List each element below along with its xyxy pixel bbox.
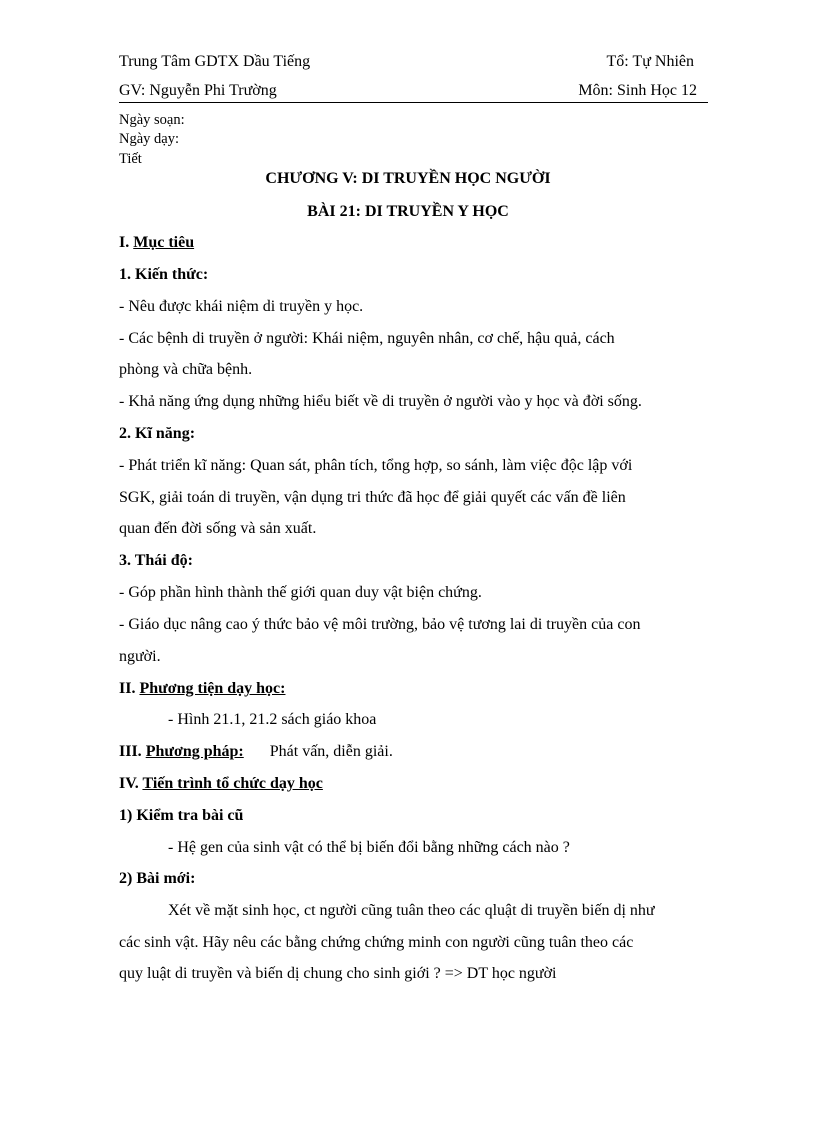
section-1-heading (119, 234, 194, 252)
skills-line-1: - Phát triển kĩ năng: Quan sát, phân tích, tổng hợp, so sánh, làm việc độc lập với (119, 457, 633, 474)
section-2-title: Phương tiện dạy học: (139, 680, 286, 697)
section-4-number: IV. (119, 775, 139, 792)
attitude-line-1: - Góp phần hình thành thế giới quan duy vật biện chứng. (119, 584, 482, 601)
header-subject: Môn: Sinh Học 12 (578, 82, 697, 99)
header-school: Trung Tâm GDTX Dầu Tiếng (119, 53, 311, 70)
skills-line-3: quan đến đời sống và sản xuất. (119, 520, 317, 537)
new-lesson-line-3: quy luật di truyền và biến dị chung cho sinh giới ? => DT học người (119, 965, 557, 982)
attitude-heading: 3. Thái độ: (119, 552, 193, 569)
section-4-heading (119, 775, 323, 793)
old-lesson-question: - Hệ gen của sinh vật có thể bị biến đổi bằng những cách nào ? (168, 839, 570, 856)
header-teacher: GV: Nguyễn Phi Trường (119, 82, 277, 99)
header-group: Tổ: Tự Nhiên (606, 53, 694, 70)
teaching-aids-line: - Hình 21.1, 21.2 sách giáo khoa (168, 711, 377, 728)
prep-date: Ngày soạn: (119, 112, 185, 128)
section-3-title: Phương pháp: (145, 743, 244, 760)
knowledge-line-4: - Khả năng ứng dụng những hiểu biết về di truyền ở người vào y học và đời sống. (119, 393, 642, 410)
chapter-title: CHƯƠNG V: DI TRUYỀN HỌC NGƯỜI (265, 170, 551, 187)
knowledge-line-3: phòng và chữa bệnh. (119, 361, 253, 378)
new-lesson-line-2: các sinh vật. Hãy nêu các bằng chứng chứng minh con người cũng tuân theo các (119, 934, 634, 951)
section-1-title: Mục tiêu (133, 234, 195, 251)
attitude-line-2: - Giáo dục nâng cao ý thức bảo vệ môi trường, bảo vệ tương lai di truyền của con (119, 616, 641, 633)
section-3-heading (119, 743, 393, 761)
header-divider (119, 102, 708, 103)
section-2-number: II. (119, 680, 136, 697)
method-content: Phát vấn, diễn giải. (269, 743, 393, 760)
old-lesson-check-heading: 1) Kiểm tra bài cũ (119, 807, 244, 824)
section-3-number: III. (119, 743, 142, 760)
section-2-heading (119, 680, 285, 698)
knowledge-heading: 1. Kiến thức: (119, 266, 209, 283)
knowledge-line-1: - Nêu được khái niệm di truyền y học. (119, 298, 364, 315)
new-lesson-heading: 2) Bài mới: (119, 870, 196, 887)
knowledge-line-2: - Các bệnh di truyền ở người: Khái niệm, nguyên nhân, cơ chế, hậu quả, cách (119, 330, 615, 347)
period: Tiết (119, 151, 142, 167)
lesson-title: BÀI 21: DI TRUYỀN Y HỌC (307, 203, 509, 220)
section-1-number: I. (119, 234, 130, 251)
attitude-line-3: người. (119, 648, 161, 665)
section-4-title: Tiến trình tổ chức dạy học (142, 775, 323, 792)
skills-heading: 2. Kĩ năng: (119, 425, 196, 442)
skills-line-2: SGK, giải toán di truyền, vận dụng tri thức đã học để giải quyết các vấn đề liên (119, 489, 626, 506)
teach-date: Ngày dạy: (119, 131, 179, 147)
new-lesson-line-1: Xét về mặt sinh học, ct người cũng tuân theo các qluật di truyền biến dị như (168, 902, 655, 919)
